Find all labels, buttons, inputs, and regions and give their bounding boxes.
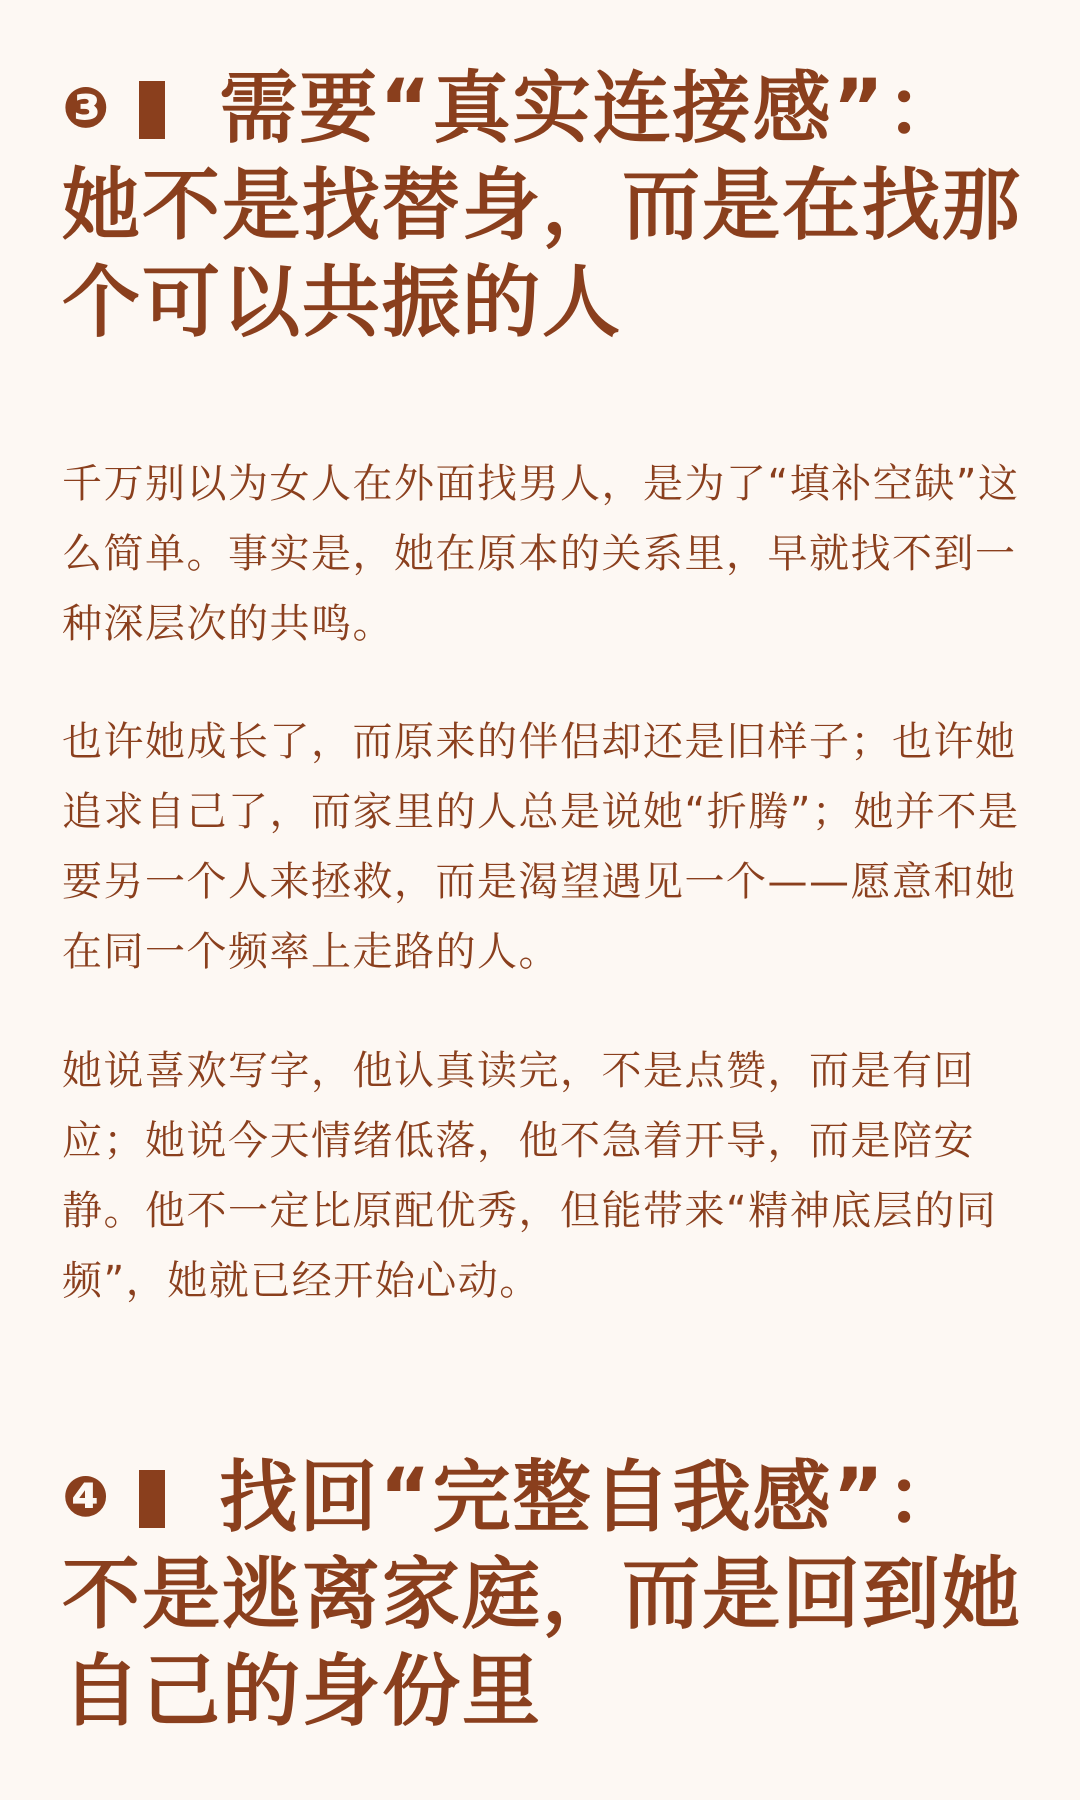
paragraph-2: 也许她成长了，而原来的伴侣却还是旧样子；也许她追求自己了，而家里的人总是说她“折腾”；她并不是要另一个人来拯救，而是渴望遇见一个——愿意和她在同一个频率上走路的人。 [62, 719, 1020, 975]
paragraph-3: 她说喜欢写字，他认真读完，不是点赞，而是有回应；她说今天情绪低落，他不急着开导，而是陪安静。他不一定比原配优秀，但能带来“精神底层的同频”，她就已经开始心动。 [62, 1048, 998, 1304]
section-3-number: ❸ [62, 76, 112, 141]
section-4-number: ❹ [62, 1465, 112, 1530]
section-3-bar-marker [139, 81, 165, 139]
section-3-heading [62, 60, 1022, 352]
section-3-title: 需要“真实连接感”：她不是找替身，而是在找那个可以共振的人 [62, 64, 1023, 348]
section-4-heading [62, 1449, 1022, 1741]
section-4-title: 找回“完整自我感”：不是逃离家庭，而是回到她自己的身份里 [62, 1453, 1023, 1737]
paragraph-1: 千万别以为女人在外面找男人，是为了“填补空缺”这么简单。事实是，她在原本的关系里，早就找不到一种深层次的共鸣。 [62, 461, 1020, 647]
section-4-bar-marker [139, 1470, 165, 1528]
